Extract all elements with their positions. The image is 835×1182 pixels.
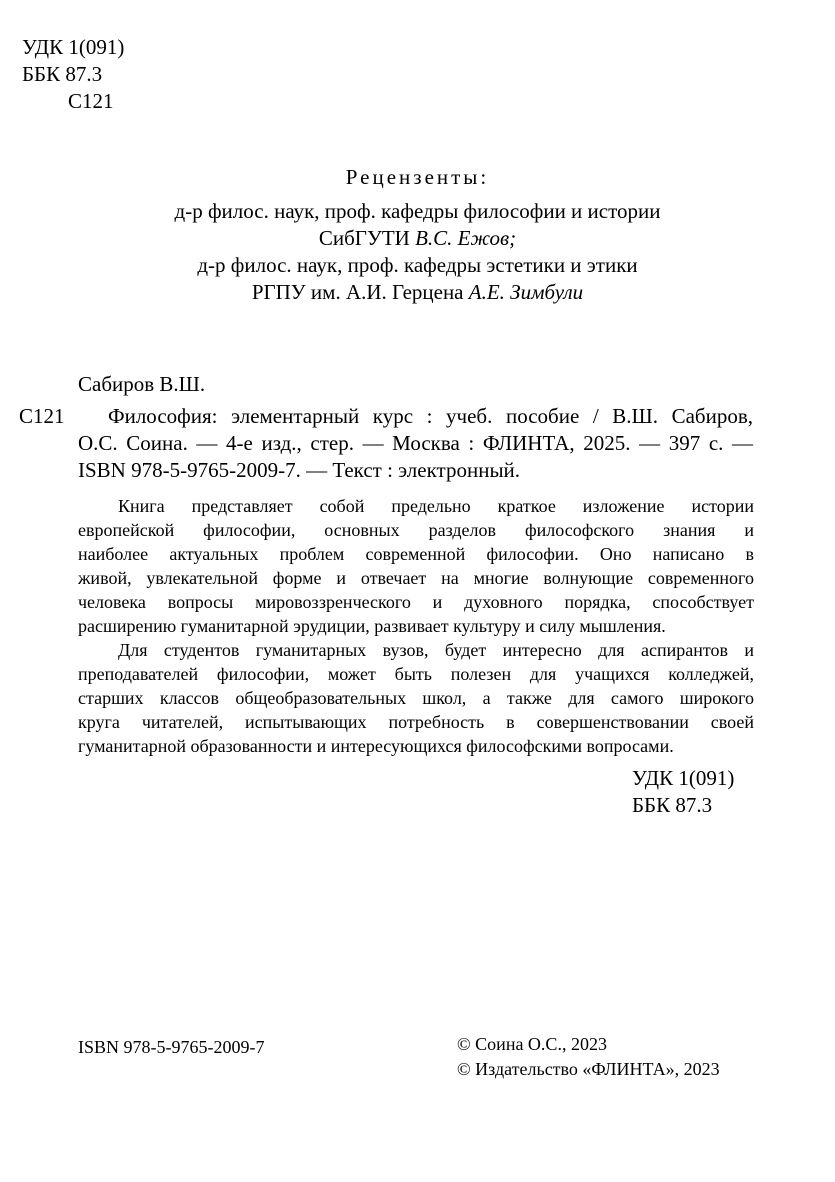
reviewer-2-org: РГПУ им. А.И. Герцена bbox=[251, 280, 464, 304]
footer-isbn: ISBN 978-5-9765-2009-7 bbox=[78, 1037, 265, 1057]
annotation-p2-line-2: преподавателей философии, может быть полезен для учащихся колледжей, bbox=[78, 664, 754, 684]
bib-line-3: ISBN 978-5-9765-2009-7. — Текст : электронный. bbox=[78, 458, 521, 482]
annotation-p1-line-2: европейской философии, основных разделов философского знания и bbox=[78, 520, 754, 540]
reviewer-2-position: д-р филос. наук, проф. кафедры эстетики и этики bbox=[197, 253, 638, 277]
annotation-p1-line-6: расширению гуманитарной эрудиции, развивает культуру и силу мышления. bbox=[78, 616, 666, 636]
reviewer-2-affiliation bbox=[0, 279, 835, 305]
bib-line-1: Философия: элементарный курс : учеб. пособие / В.Ш. Сабиров, bbox=[108, 404, 753, 428]
annotation-p2-line-4: круга читателей, испытывающих потребность в совершенствовании своей bbox=[78, 712, 754, 732]
annotation-p1-line-4: живой, увлекательной форме и отвечает на многие волнующие современного bbox=[78, 568, 754, 588]
udk-code: УДК 1(091) bbox=[22, 35, 125, 59]
reviewer-1-org: СибГУТИ bbox=[318, 226, 410, 250]
annotation-p2-line-1: Для студентов гуманитарных вузов, будет интересно для аспирантов и bbox=[118, 640, 754, 660]
copyright-authors: © Соина О.С., 2023 bbox=[457, 1034, 607, 1054]
classification-bbk: ББК 87.3 bbox=[632, 793, 713, 817]
annotation-p1-line-1: Книга представляет собой предельно краткое изложение истории bbox=[118, 496, 754, 516]
reviewer-1-affiliation bbox=[0, 225, 835, 251]
annotation-p1-line-3: наиболее актуальных проблем современной философии. Оно написано в bbox=[78, 544, 754, 564]
reviewer-1-name: В.С. Ежов; bbox=[415, 226, 517, 250]
reviewer-2-name: А.Е. Зимбули bbox=[468, 280, 584, 304]
author-mark: С121 bbox=[68, 89, 114, 113]
annotation-p1-line-5: человека вопросы мировоззренческого и духовного порядка, способствует bbox=[78, 592, 754, 612]
bbk-code: ББК 87.3 bbox=[22, 62, 103, 86]
annotation-p2-line-3: старших классов общеобразовательных школ, а также для самого широкого bbox=[78, 688, 754, 708]
bib-author: Сабиров В.Ш. bbox=[78, 372, 206, 396]
annotation-p2-line-5: гуманитарной образованности и интересующихся философскими вопросами. bbox=[78, 736, 674, 756]
reviewer-1-position: д-р филос. наук, проф. кафедры философии и истории bbox=[174, 199, 661, 223]
classification-udk: УДК 1(091) bbox=[632, 766, 735, 790]
bib-line-2: О.С. Соина. — 4-е изд., стер. — Москва : ФЛИНТА, 2025. — 397 с. — bbox=[78, 431, 753, 455]
reviewers-title: Рецензенты: bbox=[345, 165, 490, 189]
bib-mark: С121 bbox=[19, 404, 65, 428]
copyright-publisher: © Издательство «ФЛИНТА», 2023 bbox=[457, 1059, 720, 1079]
